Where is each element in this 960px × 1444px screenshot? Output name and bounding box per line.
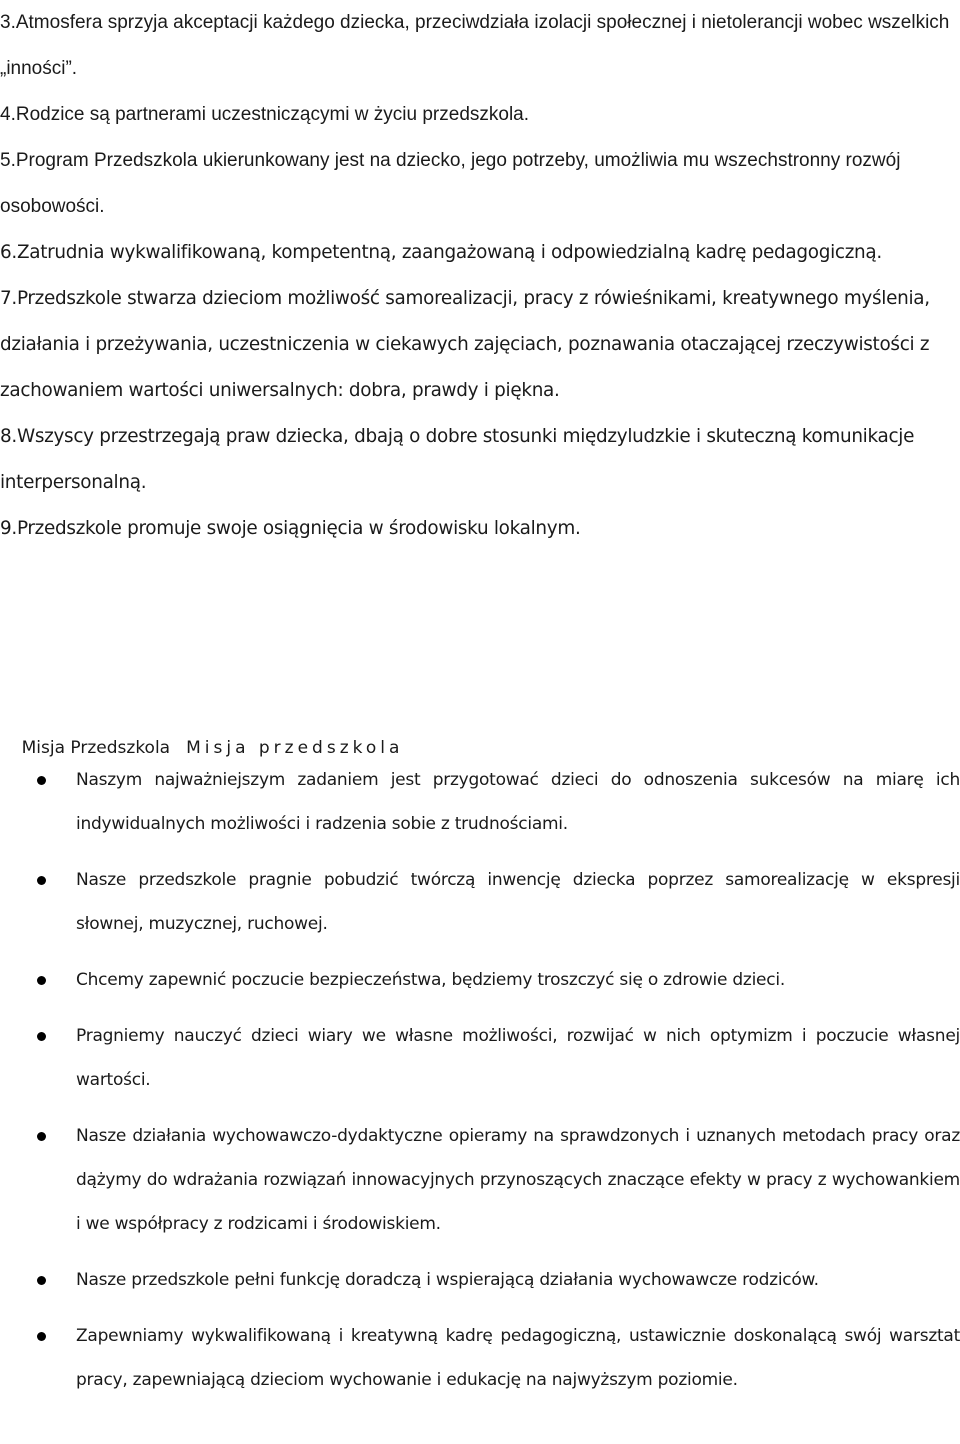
- numbered-item-3: 3.Atmosfera sprzyja akceptacji każdego dziecka, przeciwdziała izolacji społecznej i nietolerancji wobec wszelkich „inności”.: [0, 12, 955, 79]
- numbered-item-4: 4.Rodzice są partnerami uczestniczącymi w życiu przedszkola.: [0, 104, 530, 125]
- bullet-icon: [37, 1276, 46, 1285]
- list-item: [0, 1258, 960, 1302]
- mission-heading-spaced: Misja przedszkola: [186, 738, 404, 758]
- bullet-text: Pragniemy nauczyć dzieci wiary we własne możliwości, rozwijać w nich optymizm i poczucie własnej wartości.: [76, 1026, 960, 1090]
- list-item: [0, 1314, 960, 1402]
- bullet-text: Nasze przedszkole pełni funkcję doradczą i wspierającą działania wychowawcze rodziców.: [76, 1270, 819, 1290]
- numbered-item-8: 8.Wszyscy przestrzegają praw dziecka, dbają o dobre stosunki międzyludzkie i skuteczną komunikacje interpersonalną.: [0, 426, 920, 493]
- bullet-icon: [37, 976, 46, 985]
- bullet-text: Naszym najważniejszym zadaniem jest przygotować dzieci do odnoszenia sukcesów na miarę ich indywidualnych możliwości i radzenia sobie z trudnościami.: [76, 770, 960, 834]
- bullet-icon: [37, 776, 46, 785]
- bullet-text: Chcemy zapewnić poczucie bezpieczeństwa, będziemy troszczyć się o zdrowie dzieci.: [76, 970, 785, 990]
- mission-bullet-list: [0, 758, 960, 1414]
- list-item: [0, 1014, 960, 1102]
- bullet-icon: [37, 876, 46, 885]
- bullet-text: Zapewniamy wykwalifikowaną i kreatywną kadrę pedagogiczną, ustawicznie doskonalącą swój warsztat pracy, zapewniającą dzieciom wychowanie i edukację na najwyższym poziomie.: [76, 1326, 960, 1390]
- numbered-item-5: 5.Program Przedszkola ukierunkowany jest na dziecko, jego potrzeby, umożliwia mu wszechstronny rozwój osobowości.: [0, 150, 906, 217]
- numbered-list: [0, 0, 958, 552]
- bullet-icon: [37, 1132, 46, 1141]
- list-item: [0, 1114, 960, 1246]
- numbered-item-7: 7.Przedszkole stwarza dzieciom możliwość samorealizacji, pracy z rówieśnikami, kreatywnego myślenia, działania i przeżywania, uczestniczenia w ciekawych zajęciach, poznawania otaczającej rzeczywistości z zachowaniem wartości uniwersalnych: dobra, prawdy i piękna.: [0, 288, 936, 401]
- bullet-text: Nasze działania wychowawczo-dydaktyczne opieramy na sprawdzonych i uznanych metodach pracy oraz dążymy do wdrażania rozwiązań innowacyjnych przynoszących znaczące efekty w pracy z wychowankiem i we współpracy z rodzicami i środowiskiem.: [76, 1126, 960, 1234]
- numbered-item-6: 6.Zatrudnia wykwalifikowaną, kompetentną, zaangażowaną i odpowiedzialną kadrę pedagogiczną.: [0, 242, 882, 263]
- list-item: [0, 858, 960, 946]
- mission-heading-plain: Misja Przedszkola: [21, 738, 171, 758]
- list-item: [0, 758, 960, 846]
- list-item: [0, 958, 960, 1002]
- numbered-item-9: 9.Przedszkole promuje swoje osiągnięcia w środowisku lokalnym.: [0, 518, 581, 539]
- bullet-icon: [37, 1332, 46, 1341]
- bullet-icon: [37, 1032, 46, 1041]
- bullet-text: Nasze przedszkole pragnie pobudzić twórczą inwencję dziecka poprzez samorealizację w ekspresji słownej, muzycznej, ruchowej.: [76, 870, 960, 934]
